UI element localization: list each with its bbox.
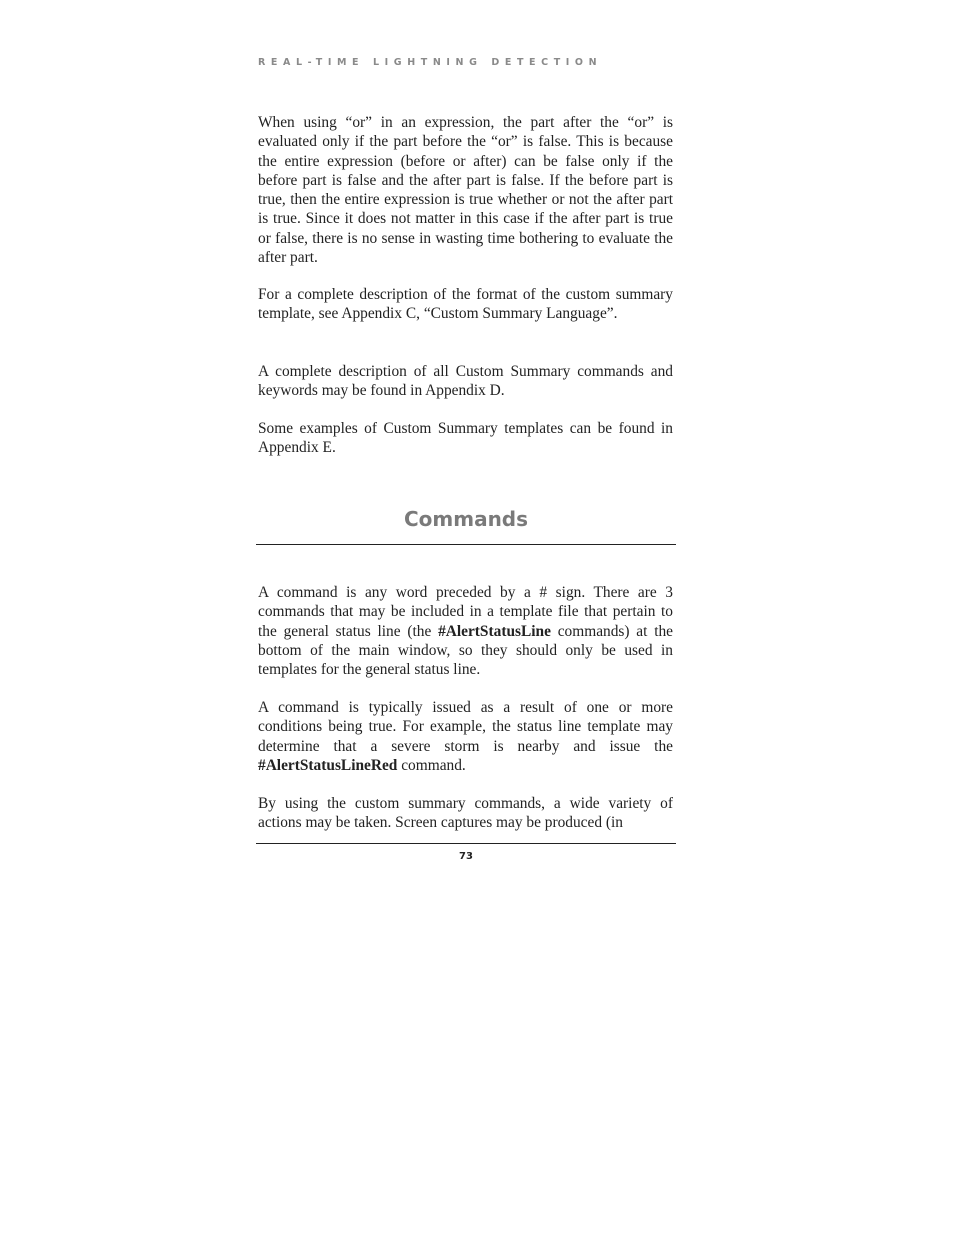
paragraph-actions [258, 794, 673, 833]
text-run: command. [397, 756, 466, 774]
paragraph-appendix-d [258, 362, 673, 401]
paragraph-text: For a complete description of the format of the custom summary template, see Appendix C, “Custom Summary Language”. [258, 286, 673, 323]
paragraph-text: When using “or” in an expression, the part after the “or” is evaluated only if the part before the “or” is false. This is because the entire expression (before or after) can be false only if the before part is false and the after part is false. If the before part is true, then the entire expression is true whether or not the after part is true. Since it does not matter in this case if the after part is true or false, there is no sense in wasting time bothering to evaluate the after part. [258, 114, 673, 267]
paragraph-command-definition [258, 583, 673, 679]
paragraph-command-example [258, 698, 673, 775]
command-name-alertstatuslinered: #AlertStatusLineRed [258, 756, 398, 774]
heading-divider [256, 544, 676, 545]
paragraph-appendix-e [258, 419, 673, 458]
page-number: 73 [459, 851, 473, 862]
paragraph-text [258, 698, 673, 775]
paragraph-text [258, 583, 673, 679]
text-run: commands) at the bottom of the main window, so they should only be used in templates for the general status line. [258, 622, 673, 679]
paragraph-or-evaluation [258, 113, 673, 267]
paragraph-text: A complete description of all Custom Summary commands and keywords may be found in Appendix D. [258, 363, 673, 400]
paragraph-template-format [258, 285, 673, 324]
paragraph-text: Some examples of Custom Summary templates can be found in Appendix E. [258, 420, 673, 457]
command-name-alertstatusline: #AlertStatusLine [438, 622, 551, 640]
running-header: REAL-TIME LIGHTNING DETECTION [258, 57, 603, 68]
section-heading-commands: Commands [403, 507, 529, 531]
text-run: A command is typically issued as a result of one or more conditions being true. For example, the status line template may determine that a severe storm is nearby and issue the [258, 699, 673, 755]
text-run: A command is any word preceded by a # sign. There are 3 commands that may be included in a template file that pertain to the general status line (the [258, 584, 673, 640]
paragraph-text: By using the custom summary commands, a wide variety of actions may be taken. Screen captures may be produced (in [258, 795, 673, 832]
footer-divider [256, 843, 676, 844]
